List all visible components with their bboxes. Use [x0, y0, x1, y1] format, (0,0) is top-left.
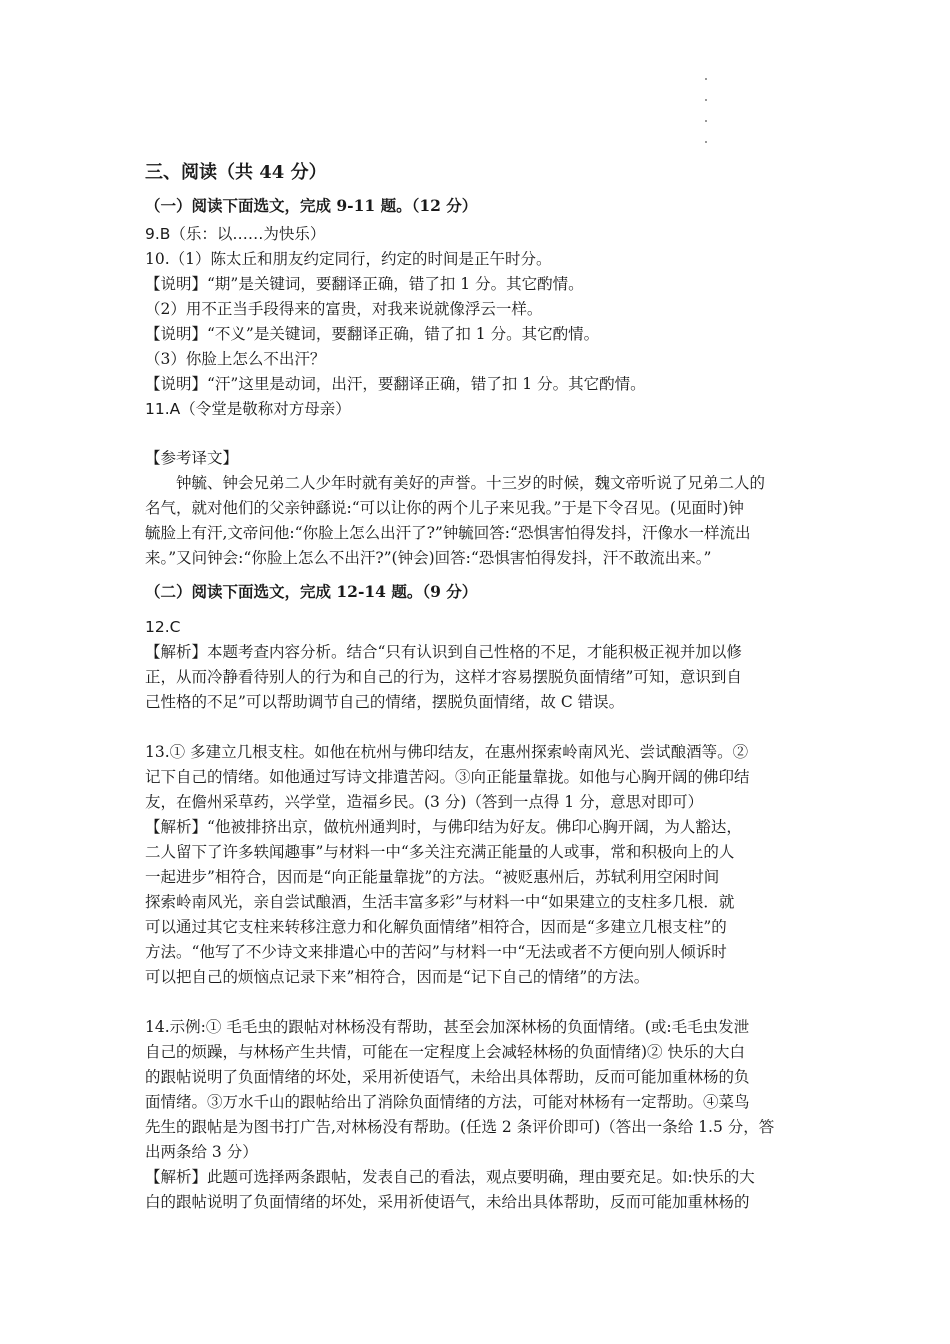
q14-analysis-line: 【解析】此题可选择两条跟帖，发表自己的看法，观点要明确，理由要充足。如:快乐的大 [145, 1168, 755, 1186]
part1-heading: （一）阅读下面选文，完成 9-11 题。（12 分） [145, 196, 478, 215]
q10-3-note: 【说明】“汗”这里是动词，出汗，要翻译正确，错了扣 1 分。其它酌情。 [145, 375, 646, 393]
q14-answer-line: 面情绪。③万水千山的跟帖给出了消除负面情绪的方法，可能对林杨有一定帮助。④菜鸟 [145, 1093, 750, 1111]
q10-3: （3）你脸上怎么不出汗？ [145, 350, 326, 368]
q13-answer-line: 13.① 多建立几根支柱。如他在杭州与佛印结友，在惠州探索岭南风光、尝试酿酒等。② [145, 743, 749, 761]
q13-analysis-line: 探索岭南风光，亲自尝试酿酒，生活丰富多彩”与材料一中“如果建立的支柱多几根．就 [145, 893, 735, 911]
q9-answer: 9.B（乐：以……为快乐） [145, 225, 326, 243]
q10-1-note: 【说明】“期”是关键词，要翻译正确，错了扣 1 分。其它酌情。 [145, 275, 584, 293]
reference-title: 【参考译文】 [145, 449, 239, 467]
q10-2-note: 【说明】“不义”是关键词，要翻译正确，错了扣 1 分。其它酌情。 [145, 325, 600, 343]
margin-dots [705, 78, 709, 162]
reference-line: 毓脸上有汗,文帝问他:“你脸上怎么出汗了?”钟毓回答:“恐惧害怕得发抖，汗像水一样流出 [145, 524, 751, 542]
q12-analysis-line: 正，从而冷静看待别人的行为和自己的行为，这样才容易摆脱负面情绪”可知，意识到自 [145, 668, 742, 686]
q13-analysis-line: 【解析】“他被排挤出京，做杭州通判时，与佛印结为好友。佛印心胸开阔，为人豁达， [145, 818, 742, 836]
reference-line: 钟毓、钟会兄弟二人少年时就有美好的声誉。十三岁的时候，魏文帝听说了兄弟二人的 [176, 474, 766, 492]
q14-answer-line: 的跟帖说明了负面情绪的坏处，采用祈使语气，未给出具体帮助，反而可能加重林杨的负 [145, 1068, 750, 1086]
q13-analysis-line: 一起进步”相符合，因而是“向正能量靠拢”的方法。“被贬惠州后，苏轼利用空闲时间 [145, 868, 720, 886]
section-title: 三、阅读（共 44 分） [145, 162, 327, 183]
q14-answer-line: 14.示例:① 毛毛虫的跟帖对林杨没有帮助，甚至会加深林杨的负面情绪。(或:毛毛虫发泄 [145, 1018, 750, 1036]
reference-line: 名气，就对他们的父亲钟繇说:“可以让你的两个儿子来见我。”于是下令召见。(见面时)钟 [145, 499, 744, 517]
q13-analysis-line: 可以把自己的烦恼点记录下来”相符合，因而是“记下自己的情绪”的方法。 [145, 968, 650, 986]
q14-analysis-line: 白的跟帖说明了负面情绪的坏处，采用祈使语气，未给出具体帮助，反而可能加重林杨的 [145, 1193, 750, 1211]
q13-answer-line: 友，在儋州采草药，兴学堂，造福乡民。(3 分)（答到一点得 1 分，意思对即可） [145, 793, 704, 811]
q11-answer: 11.A（令堂是敬称对方母亲） [145, 400, 351, 418]
q10-2: （2）用不正当手段得来的富贵，对我来说就像浮云一样。 [145, 300, 543, 318]
q13-answer-line: 记下自己的情绪。如他通过写诗文排遣苦闷。③向正能量靠拢。如他与心胸开阔的佛印结 [145, 768, 750, 786]
reference-line: 来。”又问钟会:“你脸上怎么不出汗?”(钟会)回答:“恐惧害怕得发抖，汗不敢流出来。” [145, 549, 712, 567]
q12-analysis-line: 己性格的不足”可以帮助调节自己的情绪，摆脱负面情绪，故 C 错误。 [145, 693, 625, 711]
q13-analysis-line: 方法。“他写了不少诗文来排遣心中的苦闷”与材料一中“无法或者不方便向别人倾诉时 [145, 943, 727, 961]
q13-analysis-line: 可以通过其它支柱来转移注意力和化解负面情绪”相符合，因而是“多建立几根支柱”的 [145, 918, 727, 936]
q12-analysis-line: 【解析】本题考查内容分析。结合“只有认识到自己性格的不足，才能积极正视并加以修 [145, 643, 742, 661]
q12-answer: 12.C [145, 618, 181, 636]
q13-analysis-line: 二人留下了许多轶闻趣事”与材料一中“多关注充满正能量的人或事，常和积极向上的人 [145, 843, 735, 861]
q10-1: 10.（1）陈太丘和朋友约定同行，约定的时间是正午时分。 [145, 250, 552, 268]
q14-answer-line: 自己的烦躁，与林杨产生共情，可能在一定程度上会减轻林杨的负面情绪)② 快乐的大白 [145, 1043, 745, 1061]
q14-answer-line: 出两条给 3 分） [145, 1143, 258, 1161]
part2-heading: （二）阅读下面选文，完成 12-14 题。（9 分） [145, 582, 478, 601]
q14-answer-line: 先生的跟帖是为图书打广告,对林杨没有帮助。(任选 2 条评价即可)（答出一条给 1.5 分，答 [145, 1118, 775, 1136]
